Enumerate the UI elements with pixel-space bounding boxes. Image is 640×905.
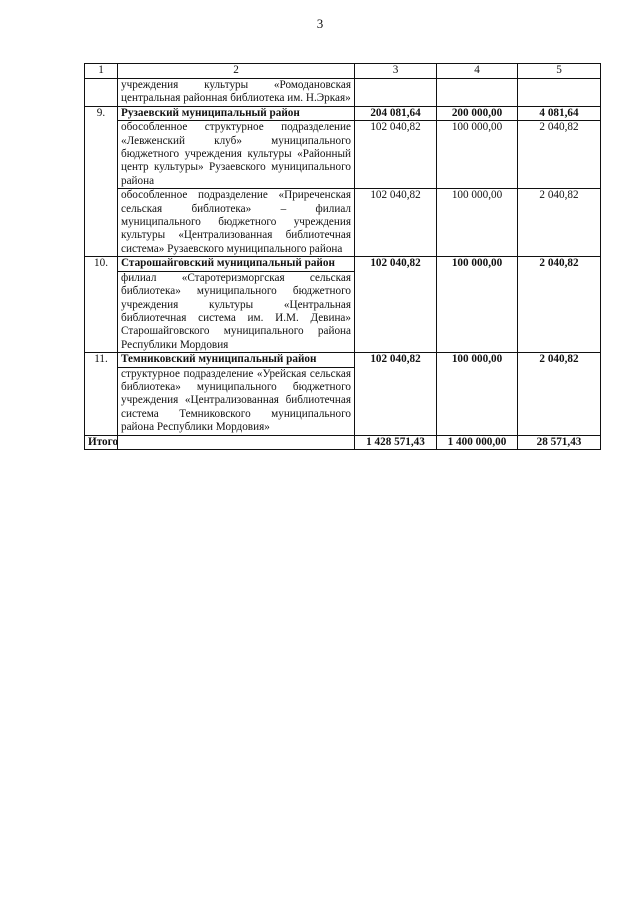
district-col4: 200 000,00 <box>437 106 518 120</box>
header-col-4: 4 <box>437 64 518 79</box>
value-cell <box>355 79 437 107</box>
table-row-institution <box>85 121 601 189</box>
table-row-district-11 <box>85 353 601 367</box>
district-col5: 2 040,82 <box>518 353 601 435</box>
row-number-9: 9. <box>85 106 118 256</box>
header-col-5: 5 <box>518 64 601 79</box>
district-col5: 2 040,82 <box>518 257 601 353</box>
table-row-district-10 <box>85 257 601 271</box>
district-name: Рузаевский муниципальный район <box>118 106 355 120</box>
district-col5: 4 081,64 <box>518 106 601 120</box>
district-col3: 102 040,82 <box>355 353 437 435</box>
table-row-total <box>85 435 601 449</box>
table-row-continuation <box>85 79 601 107</box>
total-label: Итого <box>85 435 118 449</box>
district-name: Темниковский муниципальный район <box>118 353 355 367</box>
value-cell <box>437 79 518 107</box>
institution-col5: 2 040,82 <box>518 121 601 189</box>
institution-col3: 102 040,82 <box>355 189 437 257</box>
district-col3: 102 040,82 <box>355 257 437 353</box>
institution-name: структурное подразделение «Урейская сельская библиотека» муниципального бюджетного учреждения «Централизованная библиотечная система Темниковского муниципального района Республики Мордовия» <box>118 367 355 435</box>
district-name: Старошайговский муниципальный район <box>118 257 355 271</box>
table-header-row <box>85 64 601 79</box>
institution-col5: 2 040,82 <box>518 189 601 257</box>
institution-name: обособленное подразделение «Приреченская сельская библиотека» – филиал муниципального бюджетного учреждения культуры «Централизованная библиотечная система» Рузаевского муниципального района <box>118 189 355 257</box>
institution-name: учреждения культуры «Ромодановская центральная районная библиотека им. Н.Эркая» <box>118 79 355 107</box>
total-col3: 1 428 571,43 <box>355 435 437 449</box>
row-number-10: 10. <box>85 257 118 353</box>
total-spacer <box>118 435 355 449</box>
row-number-cell <box>85 79 118 107</box>
value-cell <box>518 79 601 107</box>
header-col-3: 3 <box>355 64 437 79</box>
institution-col3: 102 040,82 <box>355 121 437 189</box>
header-col-2: 2 <box>118 64 355 79</box>
institution-col4: 100 000,00 <box>437 121 518 189</box>
district-col3: 204 081,64 <box>355 106 437 120</box>
institution-name: филиал «Старотеризморгская сельская библиотека» муниципального бюджетного учреждения культуры «Центральная библиотечная система им. И.М. Девина» Старошайговского муниципального района Республики Мордовия <box>118 271 355 352</box>
allocation-table <box>84 63 601 450</box>
institution-name: обособленное структурное подразделение «Левженский клуб» муниципального бюджетного учреждения культуры «Районный центр культуры» Рузаевского муниципального района <box>118 121 355 189</box>
total-col5: 28 571,43 <box>518 435 601 449</box>
table-row-institution <box>85 189 601 257</box>
row-number-11: 11. <box>85 353 118 435</box>
institution-col4: 100 000,00 <box>437 189 518 257</box>
page-number: 3 <box>316 16 324 31</box>
district-col4: 100 000,00 <box>437 353 518 435</box>
header-col-1: 1 <box>85 64 118 79</box>
total-col4: 1 400 000,00 <box>437 435 518 449</box>
district-col4: 100 000,00 <box>437 257 518 353</box>
table-row-district-9 <box>85 106 601 120</box>
